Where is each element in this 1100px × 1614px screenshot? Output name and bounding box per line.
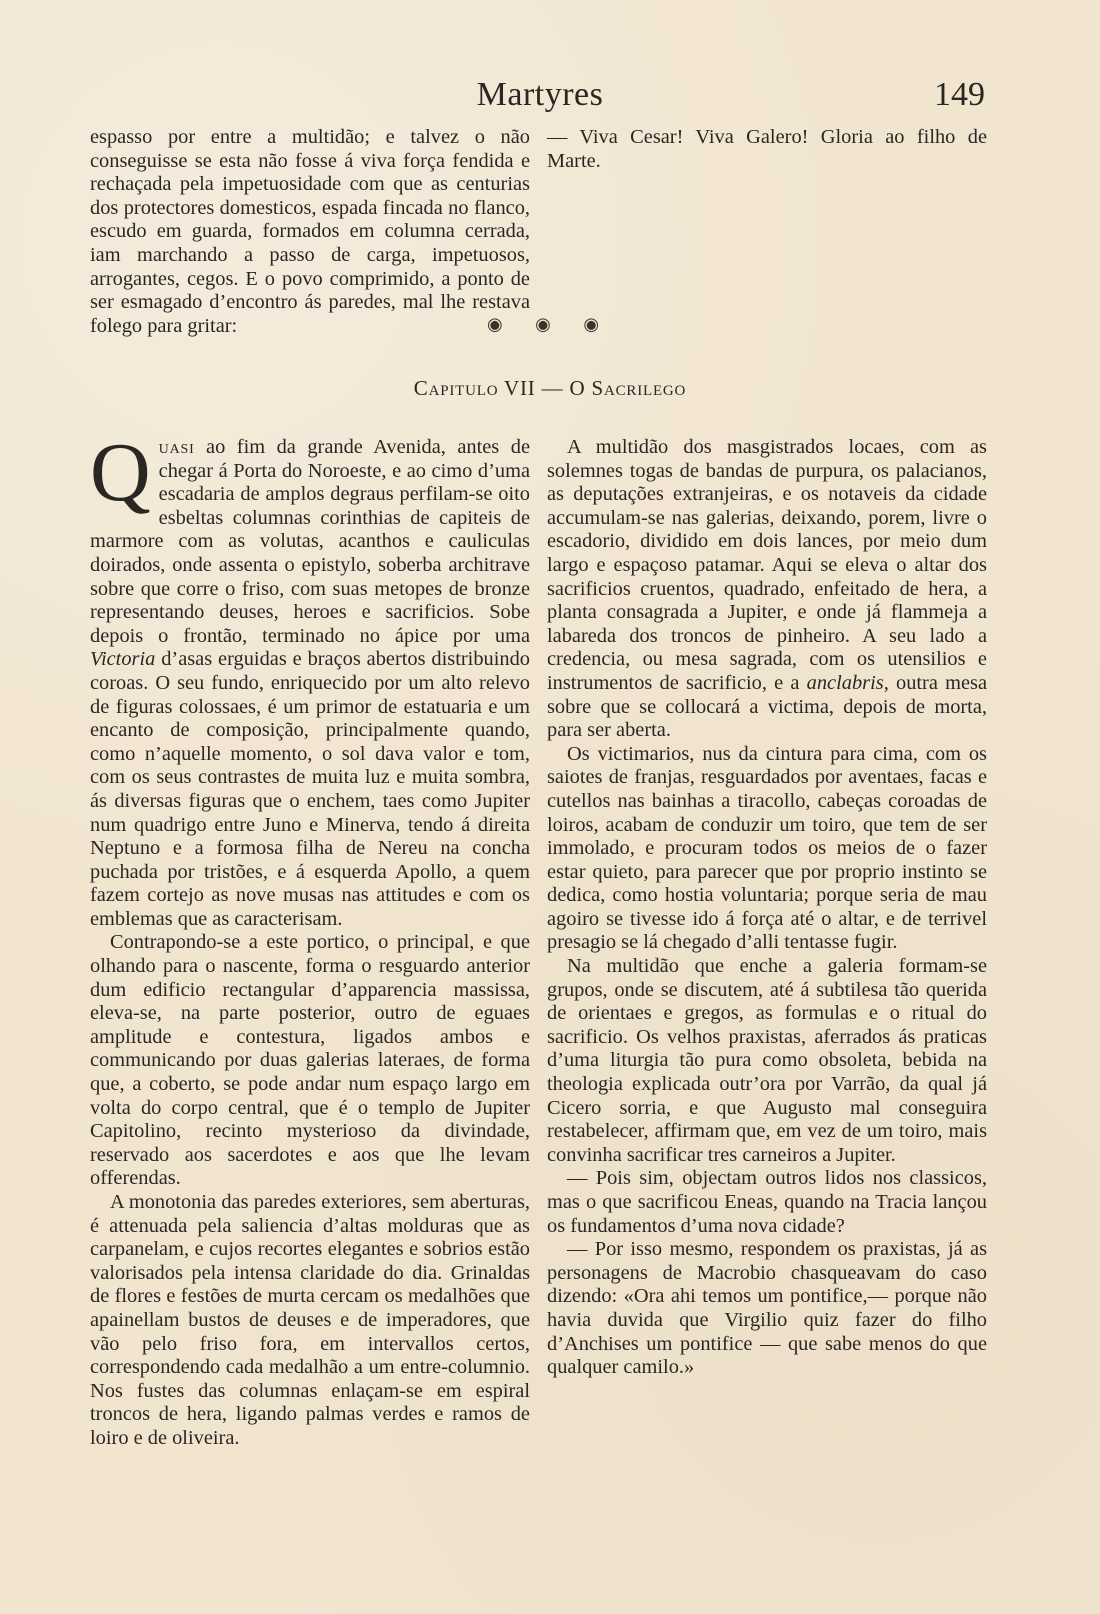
- paragraph-4-text: A multidão dos masgistrados locaes, com as solemnes togas de bandas de purpura, os palacianos, as deputações extranjeiras, e os notaveis da cidade accumulam-se nas galerias, deixando, porem, livre o escadorio, dividido em dois lances, por meio dum largo e espaçoso patamar. Aqui se eleva o altar dos sacrificios cruentos, quadrado, enfeitado de hera, a planta consagrada a Jupiter, e onde já flammeja a labareda dos troncos de pinheiro. A seu lado a credencia, ou mesa sagrada, com os utensilios e instrumentos de sacrificio, e a: [547, 436, 987, 694]
- page-number: 149: [934, 76, 985, 113]
- body-right-column: [547, 436, 987, 1380]
- paragraph-2: Contrapondo-se a este portico, o principal, e que olhando para o nascente, forma o resguardo anterior dum edificio rectangular d’apparencia massissa, eleva-se, na parte posterior, outro de eguaes amplitude e contestura, ligados ambos e communicando por duas galerias lateraes, de forma que, a coberto, se pode andar num espaço largo em volta do corpo central, que é o templo de Jupiter Capitolino, recinto mysterioso da divindade, reservado aos sacerdotes e aos que lhe levam offerendas.: [90, 931, 530, 1190]
- opening-text: ao fim da grande Avenida, antes de chegar á Porta do Noroeste, e ao cimo d’uma escadaria de amplos degraus perfilam-se oito esbeltas columnas corinthias de capiteis de marmore com as volutas, acanthos e cauliculas doirados, onde assenta o epistylo, soberba architrave sobre que corre o friso, com suas metopes de bronze representando deuses, heroes e sacrificios. Sobe depois o frontão, terminado no ápice por uma: [90, 436, 530, 647]
- anclabris-term: anclabris: [806, 671, 884, 694]
- paragraph-3: A monotonia das paredes exteriores, sem aberturas, é attenuada pela saliencia d’altas molduras que as carpanelam, e cujos recortes elegantes e sobrios estão valorisados pela intensa claridade do dia. Grinaldas de flores e festões de murta cercam os medalhões que apainellam bustos de deuses e de imperadores, que vão pelo friso fora, em intervallos certos, correspondendo cada medalhão a um entre-columnio. Nos fustes das columnas enlaçam-se em espiral troncos de hera, ligando palmas verdes e ramos de loiro e de oliveira.: [90, 1191, 530, 1449]
- paragraph-6: Na multidão que enche a galeria formam-se grupos, onde se discutem, até á subtilesa tão querida de orientaes e gregos, as formulas e o ritual do sacrificio. Os velhos praxistas, aferrados ás praticas d’uma liturgia tão pura como obsoleta, bebida na theologia explicada outr’ora por Varrão, da qual já Cicero sorria, e que Augusto mal conseguira restabelecer, affirmam que, em vez de um toiro, mais convinha sacrificar tres carneiros a Jupiter.: [547, 955, 987, 1166]
- chapter-title: Capitulo VII — O Sacrilego: [413, 376, 687, 400]
- paragraph-7: — Pois sim, objectam outros lidos nos classicos, mas o que sacrificou Eneas, quando na Tracia lançou os fundamentos d’uma nova cidade?: [547, 1167, 987, 1237]
- paragraph-8: — Por isso mesmo, respondem os praxistas, já as personagens de Macrobio chasqueavam do caso dizendo: «Ora ahi temos um pontifice,— porque não havia duvida que Virgilio quiz fazer do filho d’Anchises um pontifice — que sabe menos do que qualquer camilo.»: [547, 1238, 987, 1379]
- body-left-column: [90, 426, 530, 1451]
- chapter-opening-paragraph: [90, 426, 530, 931]
- paragraph-4: [547, 436, 987, 743]
- top-right-column: [547, 126, 987, 173]
- paragraph-5: Os victimarios, nus da cintura para cima, com os saiotes de franjas, resguardados por aventaes, facas e cutellos nas bainhas a tiracollo, cabeças coroadas de loiros, acabam de conduzir um toiro, que tem de ser immolado, e procuram todos os meios de o fazer estar quieto, para parecer que por proprio instinto se dedica, como hostia voluntaria; porque seria de mau agoiro se tivesse ido á força até o altar, e de terrivel presagio se lá chegado d’alli tentasse fugir.: [547, 742, 987, 954]
- paragraph-4-end: , outra mesa sobre que se collocará a victima, depois de morta, para ser aberta.: [547, 671, 987, 742]
- opening-text-end: d’asas erguidas e braços abertos distribuindo coroas. O seu fundo, enriquecido por um alto relevo de figuras colossaes, é um primor de estatuaria e um encanto de composição, principalmente quando, como n’aquelle momento, o sol dava valor e tom, com os seus contrastes de muita luz e muita sombra, ás diversas figuras que o enchem, taes como Jupiter num quadrigo entre Juno e Minerva, tendo á direita Neptuno e a formosa filha de Nereu na concha puchada por tristões, e á esquerda Apollo, a quem fazem cortejo as nove musas nas attitudes e com os emblemas que as caracterisam.: [90, 648, 530, 930]
- opening-word: uasi: [158, 436, 195, 458]
- running-title: Martyres: [476, 76, 604, 113]
- victoria-term: Victoria: [90, 648, 156, 671]
- top-right-paragraph: — Viva Cesar! Viva Galero! Gloria ao filho de Marte.: [547, 126, 987, 172]
- dropcap-letter: Q: [90, 426, 151, 519]
- page-header: [90, 76, 990, 116]
- top-left-column: [90, 126, 530, 338]
- top-left-paragraph: espasso por entre a multidão; e talvez o não conseguisse se esta não fosse á viva força fendida e rechaçada pela impetuosidade com que as centurias dos protectores domesticos, espada fincada no flanco, escudo em guarda, formados em columna cerrada, iam marchando a passo de carga, impetuosos, arrogantes, cegos. E o povo comprimido, a ponto de ser esmagado d’encontro ás paredes, mal lhe restava folego para gritar:: [90, 126, 530, 337]
- ornament-divider: ◉ ◉ ◉: [486, 314, 614, 334]
